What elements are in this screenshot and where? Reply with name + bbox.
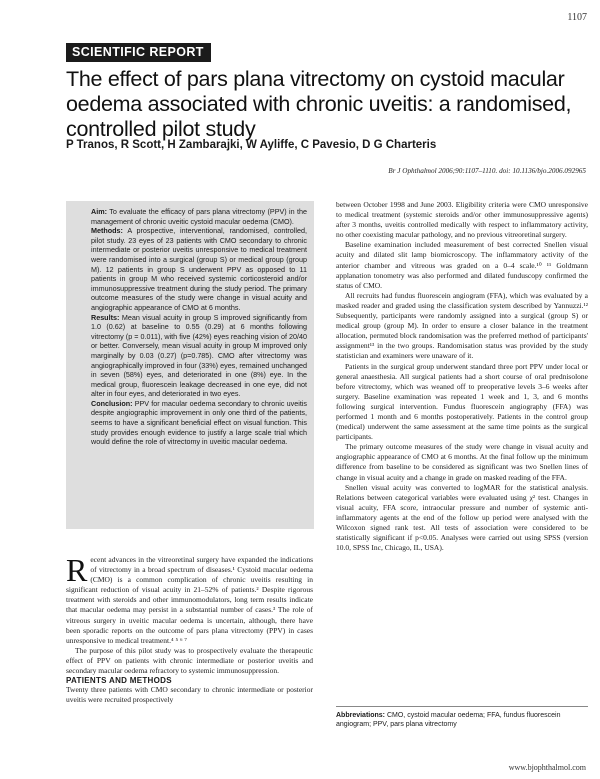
left-column xyxy=(66,555,313,725)
abbreviations-label: Abbreviations: xyxy=(336,712,386,719)
citation-line: Br J Ophthalmol 2006;90:1107–1110. doi: 10.1136/bjo.2006.092965 xyxy=(388,167,586,175)
intro-p1-text: ecent advances in the vitreoretinal surgery have expanded the indications of vitrectomy in a broad spectrum of diseases.¹ Cystoid macular oedema (CMO) is a common complication of chronic uveitis resulting in significant reduction of visual acuity in 21–52% of patients.² Despite rigorous treatment with steroids and other immunomodulators, long term results indicate that macular oedema may persist in a substantial number of cases.³ The role of vitreous surgery in uveitic macular oedema is uncertain, although, there have been sporadic reports on the outcome of pars plana vitrectomy (PPV) in cases unresponsive to medical treatment.⁴ ⁵ ⁶ ⁷ xyxy=(66,555,313,645)
results-text: Mean visual acuity in group S improved significantly from 1.0 (0.62) at baseline to 0.55 (0.29) at 6 months following vitrectomy (p = 0.011), with five (42%) eyes reaching vision of 20/40 or better. Conversely, mean visual acuity in group M improved only marginally by 0.03 (0.27) (p=0.785). CMO after vitrectomy was angiographically improved in four (33%) eyes, remained unchanged in seven (58%) eyes, and deteriorated in one (8%) eye. In the medical group, fluorescein leakage decreased in one eye, did not alter in four eyes, and deteriorated in two eyes. xyxy=(91,312,308,399)
right-paragraph-5: The primary outcome measures of the study were change in visual acuity and angiographic appearance of CMO at 6 months. At the final follow up the minimum difference from baseline to be considered as significant was two Snellen lines of change in visual acuity and a change in grade on masked reading of the FFA. xyxy=(336,442,588,482)
methods-label: Methods: xyxy=(91,226,123,236)
abstract-conclusion xyxy=(91,399,307,447)
page-number: 1107 xyxy=(567,12,587,23)
results-label: Results: xyxy=(91,312,120,322)
abstract-results xyxy=(91,313,307,399)
abbreviations-note xyxy=(336,711,588,729)
right-column xyxy=(336,200,588,700)
intro-paragraph-2: The purpose of this pilot study was to prospectively evaluate the therapeutic effect of PPV on patients with chronic intermediate or posterior uveitis and secondary macular oedema refractory to systemic immunosuppression. xyxy=(66,645,313,676)
journal-url: www.bjophthalmol.com xyxy=(508,763,586,772)
conclusion-text: PPV for macular oedema secondary to chronic uveitis despite angiographic improvement in only one third of the patients, seems to have a significant beneficial effect on visual function. This study provides enough evidence to justify a large scale trial which would define the role of vitrectomy in uveitic macular oedema. xyxy=(91,398,308,447)
abstract-methods xyxy=(91,226,307,312)
aim-text: To evaluate the efficacy of pars plana vitrectomy (PPV) in the management of chronic uveitic cystoid macular oedema (CMO). xyxy=(91,207,307,226)
abbreviations-divider xyxy=(336,706,588,707)
intro-paragraph-1 xyxy=(66,555,313,646)
section-heading: PATIENTS AND METHODS xyxy=(66,676,172,686)
abbreviations-text: CMO, cystoid macular oedema; FFA, fundus fluorescein angiogram; PPV, pars plana vitrectomy xyxy=(336,712,561,728)
right-paragraph-6: Snellen visual acuity was converted to logMAR for the statistical analysis. Relations between categorical variables were evaluated using χ² test. Changes in visual acuity, FFA score, intraocular pressure and number of systemic anti-inflammatory agents at the end of the follow up period were analysed with the Wilcoxon signed rank test. All tests of association were considered to be statistically significant if p<0.05. Analyses were carried out using SPSS (version 10.0, SPSS Inc, Chicago, IL, USA). xyxy=(336,482,588,553)
section-band: SCIENTIFIC REPORT xyxy=(66,43,211,62)
abstract-box xyxy=(66,201,314,529)
right-paragraph-1: between October 1998 and June 2003. Eligibility criteria were CMO unresponsive to medical treatment (systemic steroids and/or other immunosuppressive agents) after 3 months, uveitis controlled medically with respect to inflammatory activity, no other coexisting macular pathology, and no previous vitreoretinal surgery. xyxy=(336,200,588,240)
drop-cap: R xyxy=(66,555,88,588)
right-paragraph-4: Patients in the surgical group underwent standard three port PPV under local or general anaesthesia. All surgical patients had a short course of oral prednisolone before vitrectomy, which was weaned off to preoperative levels 3–6 weeks after surgery. Baseline examination was repeated 1 week and 1, 3, and 6 months following surgical intervention. Fundus fluorescein angiography (FFA) was performed 1 month and 6 months postoperatively. Patients in the control group (medical) underwent the same assessment at the same time points as the surgical participants. xyxy=(336,361,588,442)
aim-label: Aim: xyxy=(91,207,107,216)
author-list: P Tranos, R Scott, H Zambarajki, W Ayliffe, C Pavesio, D G Charteris xyxy=(66,139,437,151)
methods-paragraph-1: Twenty three patients with CMO secondary to chronic intermediate or posterior uveitis were recruited prospectively xyxy=(66,685,313,705)
right-paragraph-3: All recruits had fundus fluorescein angiogram (FFA), which was evaluated by a masked reader and graded using the classification system described by Yannuzzi.¹² Subsequently, participants were randomly assigned into a surgical (group S) or medical group (group M). In order to ensure a closer balance in the treatment allocation, permuted block randomisation was the preferred method of participants' assignment¹³ in the two groups. Randomisation status was provided by the study statistician and examiners were unaware of it. xyxy=(336,290,588,361)
article-title: The effect of pars plana vitrectomy on cystoid macular oedema associated with chronic uveitis: a randomised, controlled pilot study xyxy=(66,67,572,141)
right-paragraph-2: Baseline examination included measurement of best corrected Snellen visual acuity and dilated slit lamp biomicroscopy. The inflammatory activity of the anterior chamber and vitreous was graded on a 0–4 scale.¹⁰ ¹¹ Goldmann applanation tonometry was also performed and dilated funduscopy confirmed the status of CMO. xyxy=(336,240,588,290)
methods-text: A prospective, interventional, randomised, controlled, pilot study. 23 eyes of 23 patients with CMO secondary to chronic intermediate or posterior uveitis unresponsive to medical treatment were randomised into a surgical (group S) or medical group (group M). 12 patients in group S underwent PPV as opposed to 11 patients in group M who received systemic corticosteroid and/or immunosuppressive treatment during the study period. The primary outcome measures of the study were change in visual acuity and angiographic appearance of CMO at 6 months. xyxy=(91,226,307,312)
conclusion-label: Conclusion: xyxy=(91,398,133,408)
abstract-aim xyxy=(91,207,307,226)
